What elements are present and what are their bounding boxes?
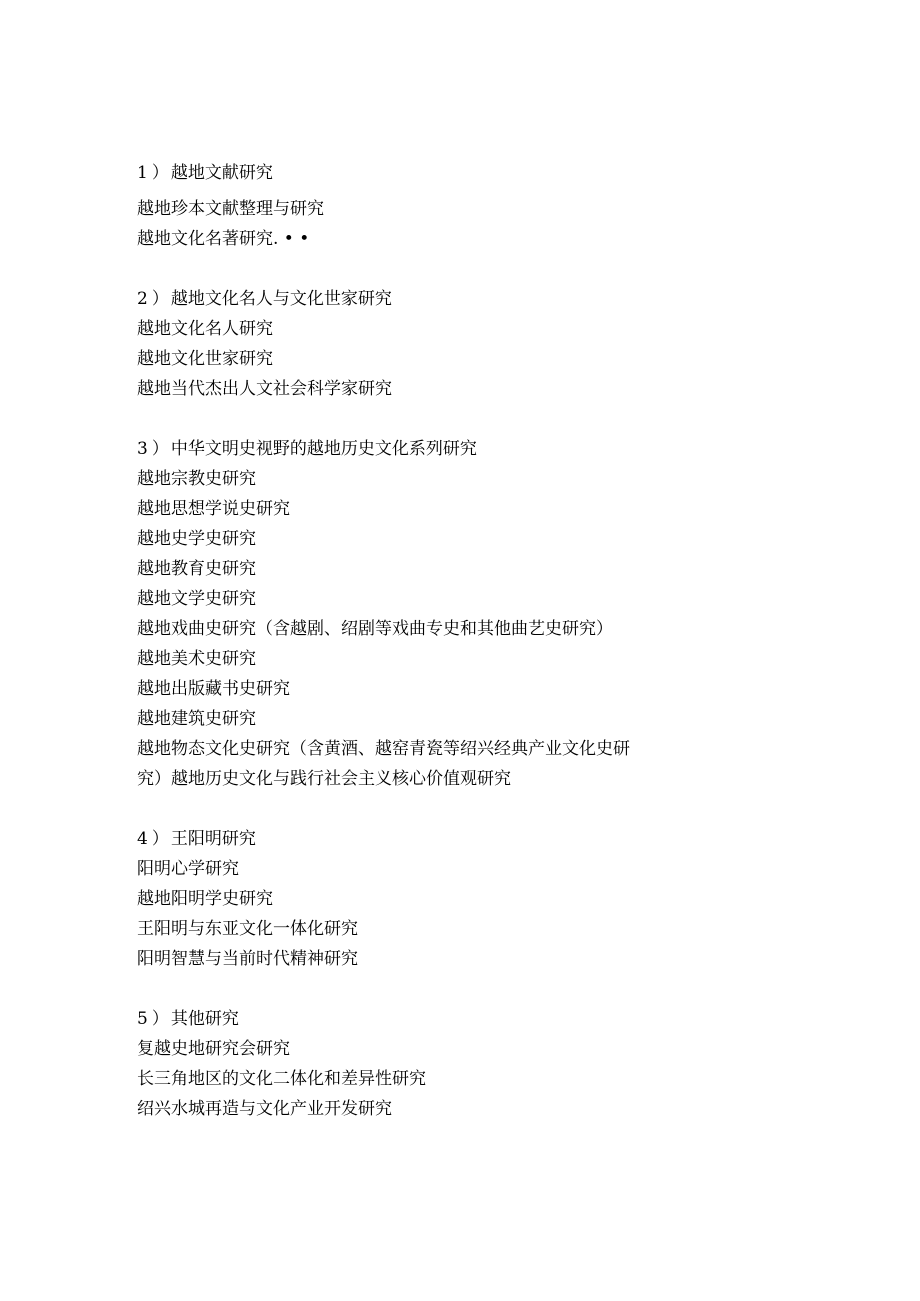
section-heading bbox=[137, 434, 837, 464]
section-heading bbox=[137, 1004, 837, 1034]
list-item: 越地戏曲史研究（含越剧、绍剧等戏曲专史和其他曲艺史研究） bbox=[137, 619, 613, 639]
section-number: 5 bbox=[137, 1009, 148, 1029]
section-paren: ） bbox=[151, 163, 169, 183]
section-heading bbox=[137, 158, 837, 188]
section-number: 4 bbox=[137, 829, 148, 849]
list-item: 越地阳明学史研究 bbox=[137, 889, 273, 909]
section-number: 2 bbox=[137, 289, 148, 309]
section-title: 越地文献研究 bbox=[170, 163, 273, 183]
list-item: 越地物态文化史研究（含黄酒、越窑青瓷等绍兴经典产业文化史研 bbox=[137, 739, 630, 759]
section-title: 中华文明史视野的越地历史文化系列研究 bbox=[170, 439, 477, 459]
list-item: 越地珍本文献整理与研究 bbox=[137, 199, 324, 219]
list-item: 越地出版藏书史研究 bbox=[137, 679, 290, 699]
list-item: 阳明心学研究 bbox=[137, 859, 239, 879]
section-2 bbox=[137, 284, 837, 404]
list-item: 越地文化名著研究. • • bbox=[137, 229, 310, 249]
list-item: 越地宗教史研究 bbox=[137, 469, 256, 489]
section-title: 王阳明研究 bbox=[170, 829, 256, 849]
list-item: 越地思想学说史研究 bbox=[137, 499, 290, 519]
section-paren: ） bbox=[151, 829, 169, 849]
list-item: 越地教育史研究 bbox=[137, 559, 256, 579]
section-number: 1 bbox=[137, 163, 148, 183]
list-item: 越地建筑史研究 bbox=[137, 709, 256, 729]
section-title: 其他研究 bbox=[170, 1009, 239, 1029]
list-item: 长三角地区的文化二体化和差异性研究 bbox=[137, 1069, 426, 1089]
list-item: 越地史学史研究 bbox=[137, 529, 256, 549]
list-item: 越地文学史研究 bbox=[137, 589, 256, 609]
list-item: 阳明智慧与当前时代精神研究 bbox=[137, 949, 358, 969]
list-item: 越地文化名人研究 bbox=[137, 319, 273, 339]
list-item: 越地当代杰出人文社会科学家研究 bbox=[137, 379, 392, 399]
section-heading bbox=[137, 284, 837, 314]
list-item: 复越史地研究会研究 bbox=[137, 1039, 290, 1059]
section-4 bbox=[137, 824, 837, 974]
section-paren: ） bbox=[151, 1009, 169, 1029]
section-number: 3 bbox=[137, 439, 148, 459]
section-5 bbox=[137, 1004, 837, 1124]
section-3 bbox=[137, 434, 837, 794]
document-body bbox=[137, 158, 837, 1154]
list-item: 究）越地历史文化与践行社会主义核心价值观研究 bbox=[137, 769, 511, 789]
section-title: 越地文化名人与文化世家研究 bbox=[170, 289, 392, 309]
list-item: 越地文化世家研究 bbox=[137, 349, 273, 369]
section-heading bbox=[137, 824, 837, 854]
section-paren: ） bbox=[151, 289, 169, 309]
section-1 bbox=[137, 158, 837, 254]
list-item: 越地美术史研究 bbox=[137, 649, 256, 669]
list-item: 王阳明与东亚文化一体化研究 bbox=[137, 919, 358, 939]
list-item: 绍兴水城再造与文化产业开发研究 bbox=[137, 1099, 392, 1119]
section-paren: ） bbox=[151, 439, 169, 459]
